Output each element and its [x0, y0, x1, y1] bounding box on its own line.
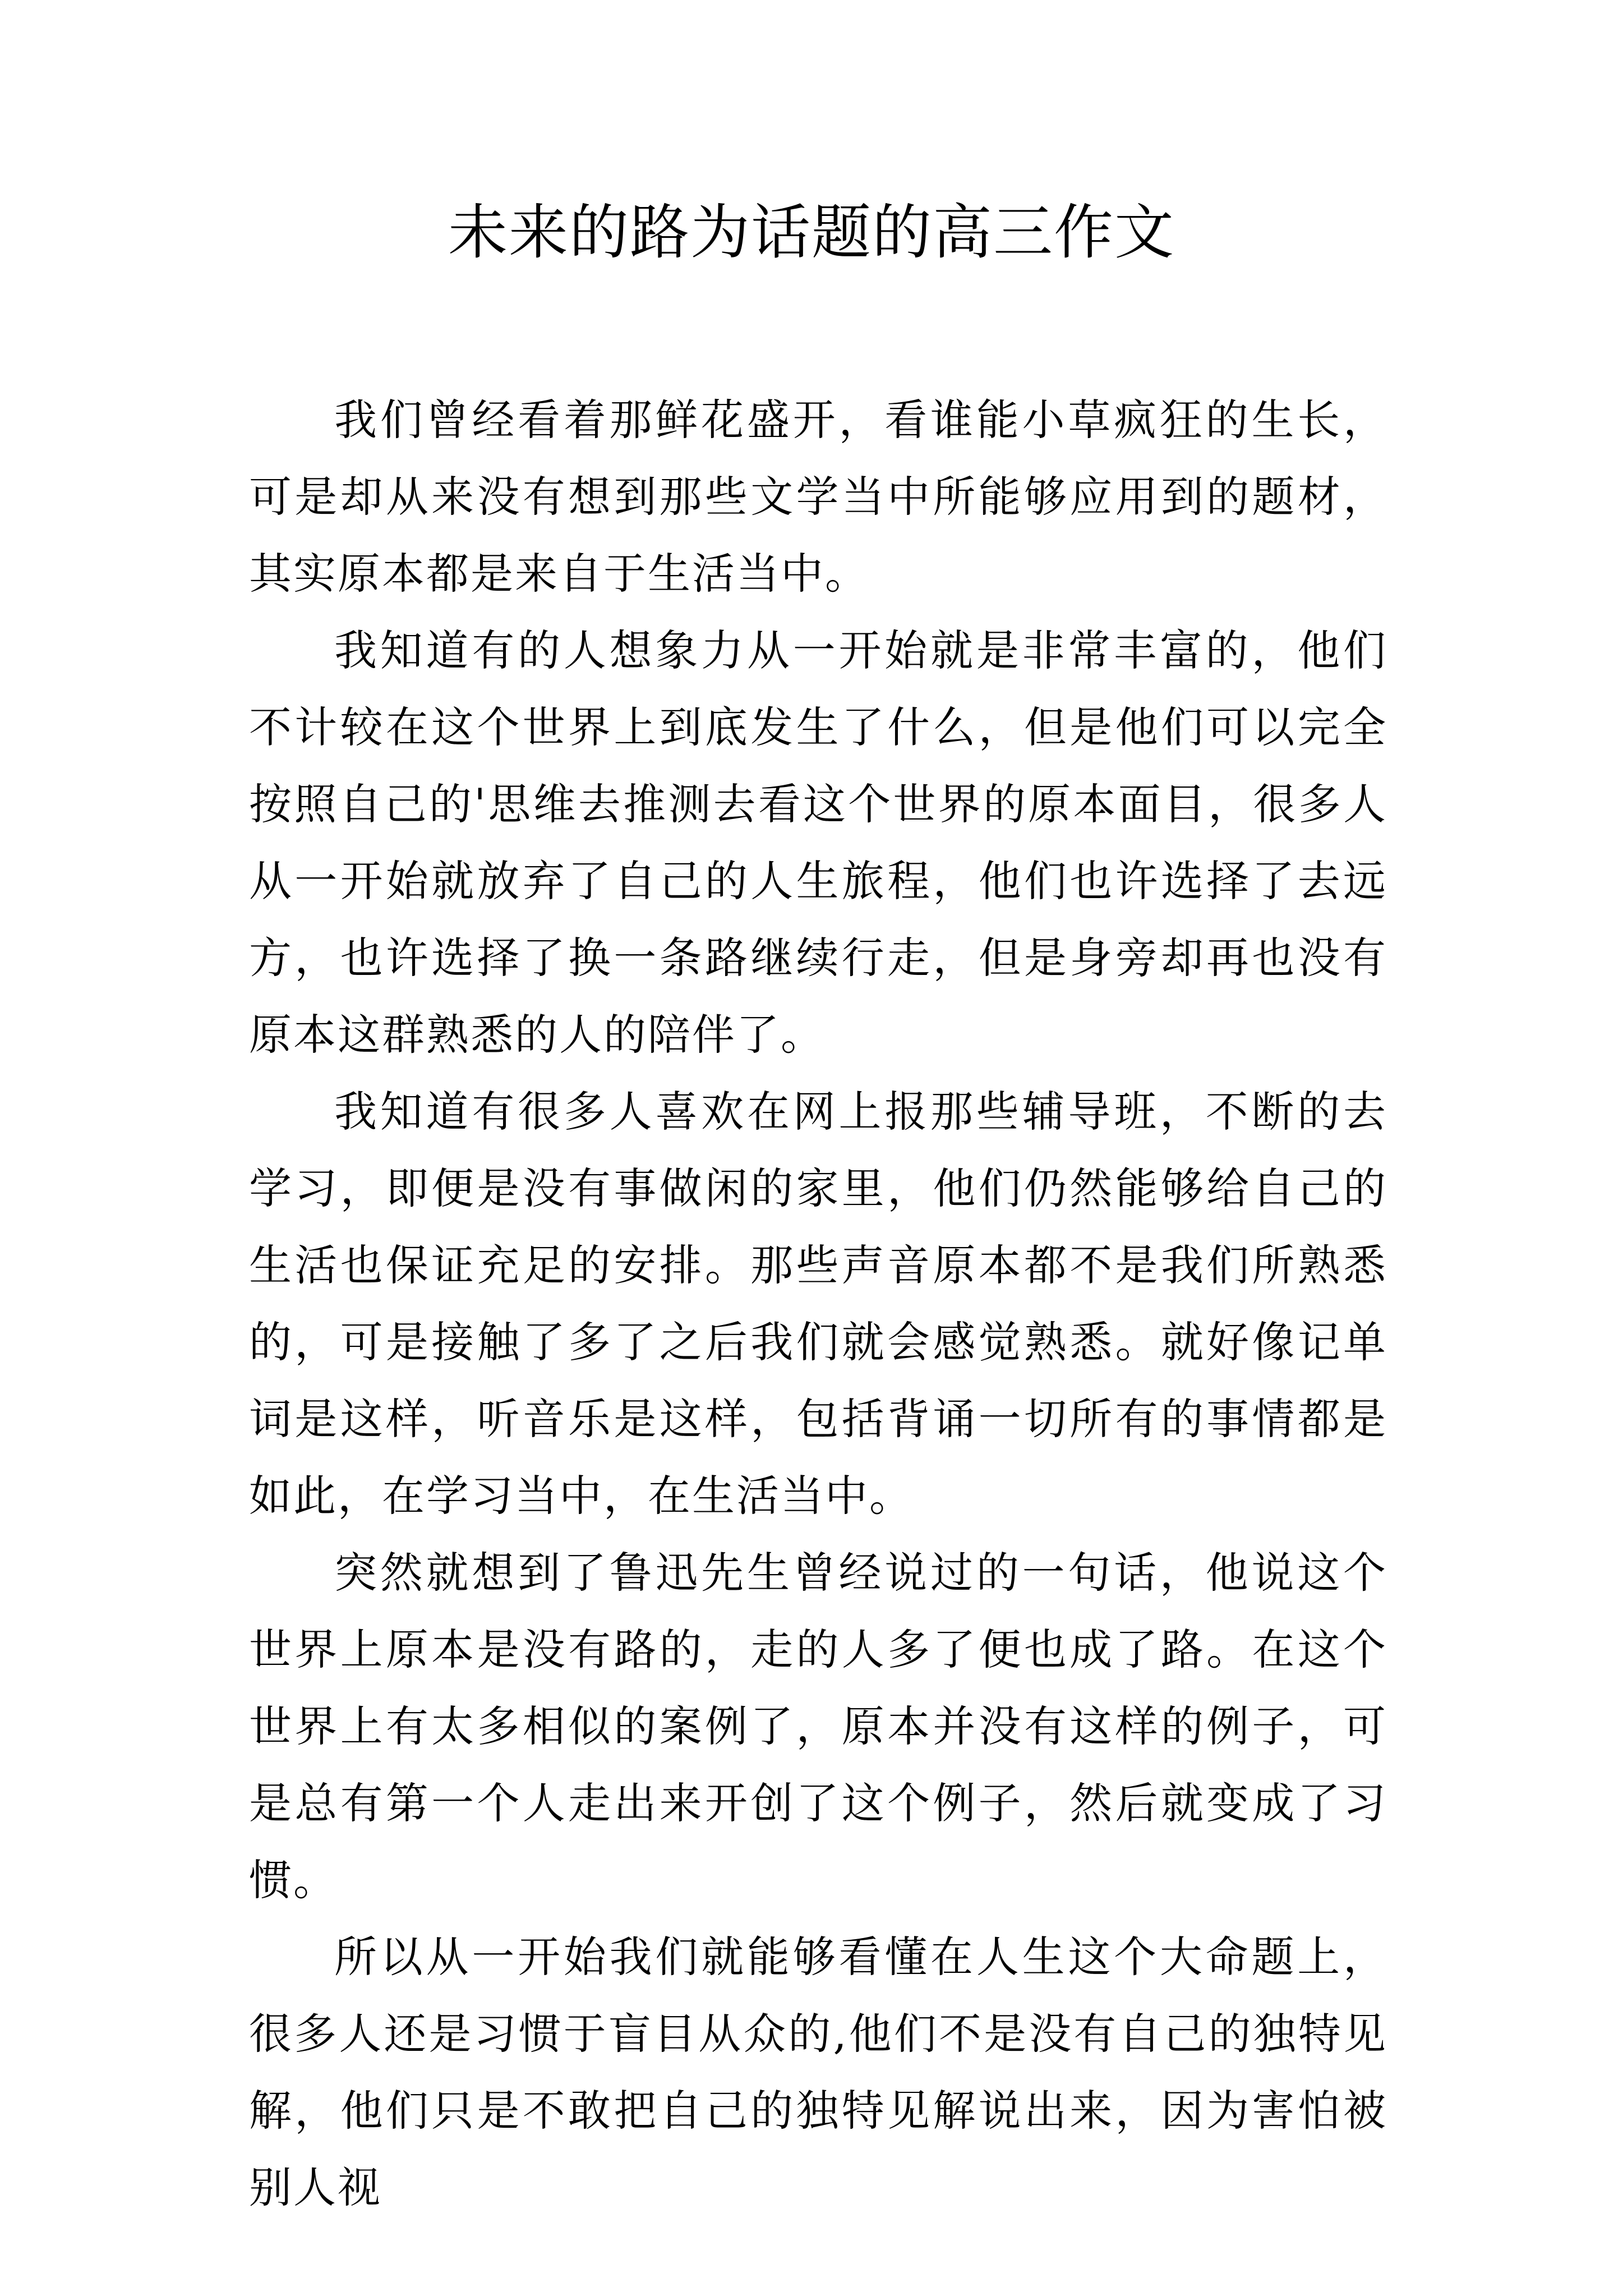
paragraph-4: 突然就想到了鲁迅先生曾经说过的一句话，他说这个世界上原本是没有路的，走的人多了便也成了路。在这个世界上有太多相似的案例了，原本并没有这样的例子，可是总有第一个人走出来开创了这个例子，然后就变成了习惯。	[249, 1548, 1387, 1905]
paragraph-1: 我们曾经看着那鲜花盛开，看谁能小草疯狂的生长，可是却从来没有想到那些文学当中所能够应用到的题材，其实原本都是来自于生活当中。	[249, 395, 1387, 599]
paragraph-2: 我知道有的人想象力从一开始就是非常丰富的，他们不计较在这个世界上到底发生了什么，但是他们可以完全按照自己的'思维去推测去看这个世界的原本面目，很多人从一开始就放弃了自己的人生旅程，他们也许选择了去远方，也许选择了换一条路继续行走，但是身旁却再也没有原本这群熟悉的人的陪伴了。	[249, 625, 1387, 1060]
document-body	[249, 381, 1387, 2226]
paragraph-5: 所以从一开始我们就能够看懂在人生这个大命题上，很多人还是习惯于盲目从众的,他们不是没有自己的独特见解，他们只是不敢把自己的独特见解说出来，因为害怕被别人视	[249, 1932, 1387, 2212]
document-title: 未来的路为话题的高三作文	[448, 198, 1175, 267]
paragraph-3: 我知道有很多人喜欢在网上报那些辅导班，不断的去学习，即便是没有事做闲的家里，他们仍然能够给自己的生活也保证充足的安排。那些声音原本都不是我们所熟悉的，可是接触了多了之后我们就会感觉熟悉。就好像记单词是这样，听音乐是这样，包括背诵一切所有的事情都是如此，在学习当中，在生活当中。	[249, 1087, 1387, 1521]
